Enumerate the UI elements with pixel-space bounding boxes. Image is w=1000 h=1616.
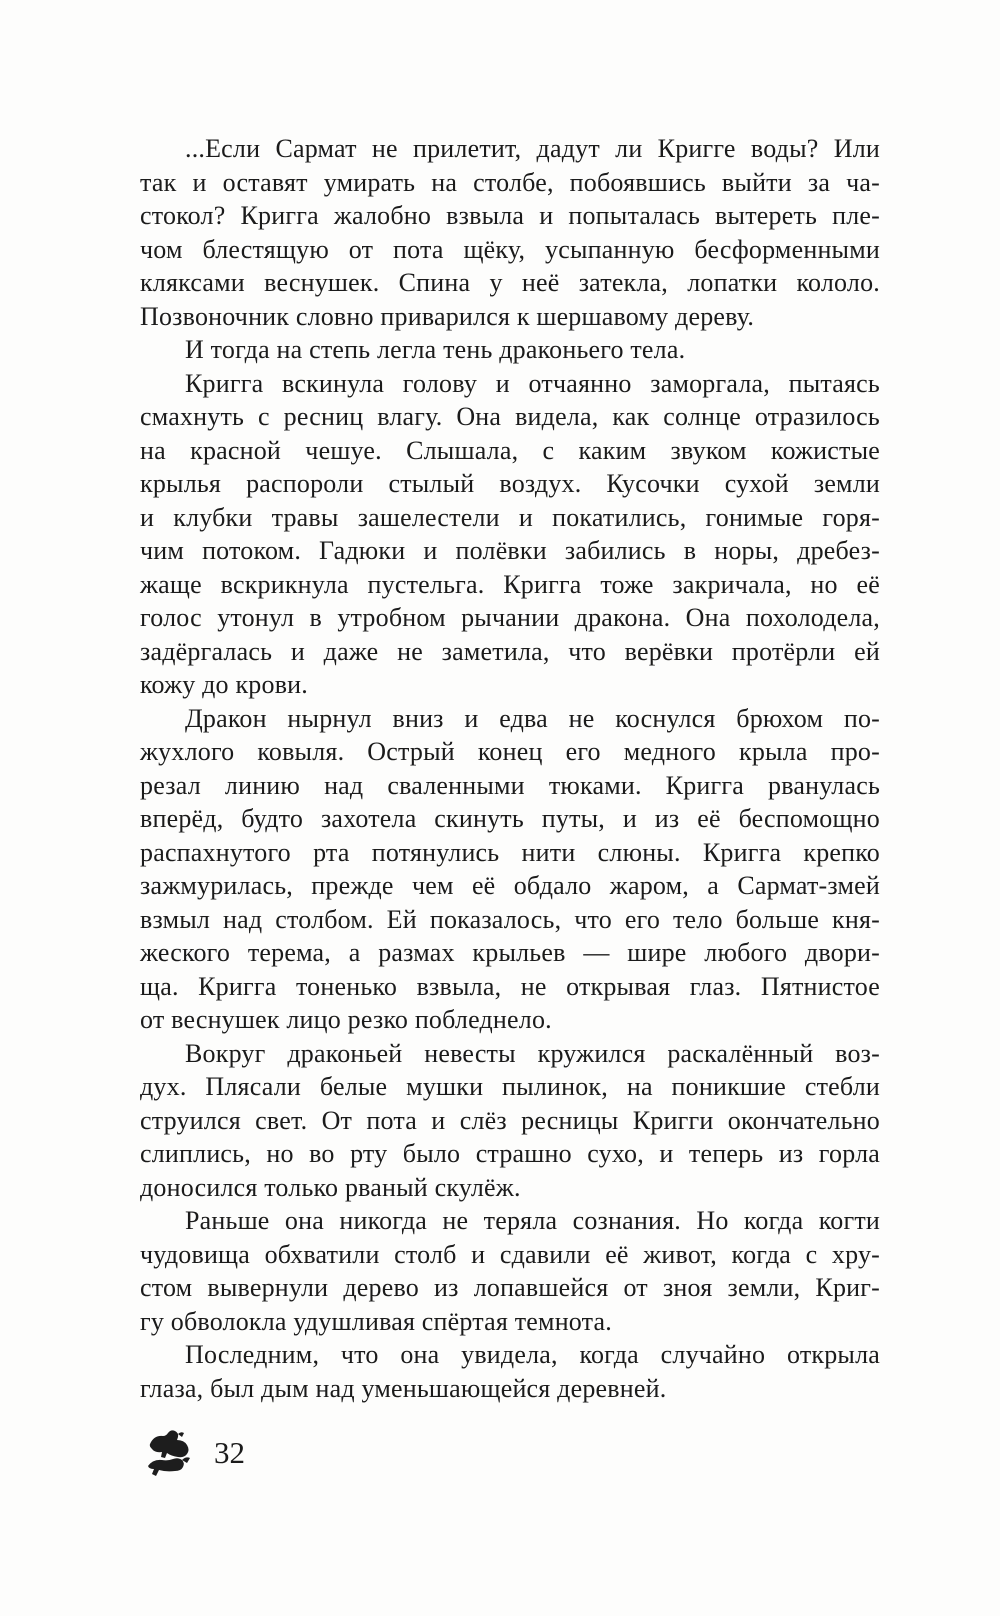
page-number: 32 xyxy=(214,1435,245,1470)
text-line: жухлого ковыля. Острый конец его медного крыла про- xyxy=(140,737,880,766)
paragraph xyxy=(140,1037,880,1205)
dragons-ornament-icon xyxy=(142,1428,198,1478)
paragraph xyxy=(140,702,880,1037)
text-line: Кригга вскинула голову и отчаянно заморгала, пытаясь xyxy=(185,368,880,398)
text-line: доносился только рваный скулёж. xyxy=(140,1172,521,1202)
text-line: жаще вскрикнула пустельга. Кригга тоже закричала, но её xyxy=(140,569,880,599)
text-line: взмыл над столбом. Ей показалось, что его тело больше кня- xyxy=(140,904,880,934)
text-line: Раньше она никогда не теряла сознания. Но когда когти xyxy=(185,1206,880,1235)
paragraph xyxy=(140,1338,880,1405)
paragraph xyxy=(140,333,880,367)
text-line: Позвоночник словно приварился к шершавому дереву. xyxy=(140,301,755,331)
text-line: голос утонул в утробном рычании дракона. Она похолодела, xyxy=(140,603,880,632)
text-line: и клубки травы зашелестели и покатились, гонимые горя- xyxy=(140,502,880,532)
text-line: ща. Кригга тоненько взвыла, не открывая глаз. Пятнистое xyxy=(140,971,880,1001)
text-line: задёргалась и даже не заметила, что верёвки протёрли ей xyxy=(140,636,880,666)
text-line: распахнутого рта потянулись нити слюны. Кригга крепко xyxy=(140,837,880,867)
paragraph xyxy=(140,367,880,702)
text-line: чудовища обхватили столб и сдавили её живот, когда с хру- xyxy=(140,1239,880,1269)
text-line: слиплись, но во рту было страшно сухо, и теперь из горла xyxy=(140,1139,880,1168)
paragraph xyxy=(140,132,880,333)
text-line: жеского терема, а размах крыльев — шире любого двори- xyxy=(140,938,880,967)
text-line: Вокруг драконьей невесты кружился раскалённый воз- xyxy=(185,1038,880,1068)
text-line: Последним, что она увидела, когда случайно открыла xyxy=(185,1340,880,1369)
text-line: струился свет. От пота и слёз ресницы Кригги окончательно xyxy=(140,1105,880,1135)
text-line: стокол? Кригга жалобно взвыла и попыталась вытереть пле- xyxy=(140,201,880,230)
text-line: дух. Плясали белые мушки пылинок, на поникшие стебли xyxy=(140,1072,880,1101)
text-line: кляксами веснушек. Спина у неё затекла, лопатки кололо. xyxy=(140,268,880,297)
text-line: вперёд, будто захотела скинуть путы, и из её беспомощно xyxy=(140,804,880,833)
text-block xyxy=(140,132,880,1405)
text-line: ...Если Сармат не прилетит, дадут ли Кригге воды? Или xyxy=(185,134,880,163)
text-line: от веснушек лицо резко побледнело. xyxy=(140,1005,552,1034)
text-line: крылья распороли стылый воздух. Кусочки сухой земли xyxy=(140,469,880,498)
paragraph xyxy=(140,1204,880,1338)
text-line: Дракон нырнул вниз и едва не коснулся брюхом по- xyxy=(185,703,880,733)
page-footer xyxy=(142,1428,245,1478)
text-line: зажмурилась, прежде чем её обдало жаром, а Сармат-змей xyxy=(140,871,880,900)
text-line: глаза, был дым над уменьшающейся деревней. xyxy=(140,1373,667,1403)
text-line: на красной чешуе. Слышала, с каким звуком кожистые xyxy=(140,435,880,465)
text-line: смахнуть с ресниц влагу. Она видела, как солнце отразилось xyxy=(140,402,880,431)
text-line: резал линию над сваленными тюками. Кригга рванулась xyxy=(140,770,880,800)
text-line: гу обволокла удушливая спёртая темнота. xyxy=(140,1306,612,1336)
text-line: так и оставят умирать на столбе, побоявшись выйти за ча- xyxy=(140,167,880,197)
text-line: чим потоком. Гадюки и полёвки забились в норы, дребез- xyxy=(140,536,880,565)
text-line: чом блестящую от пота щёку, усыпанную бесформенными xyxy=(140,234,880,264)
text-line: кожу до крови. xyxy=(140,670,308,699)
text-line: стом вывернули дерево из лопавшейся от зноя земли, Криг- xyxy=(140,1273,880,1302)
text-line: И тогда на степь легла тень драконьего тела. xyxy=(185,335,686,364)
